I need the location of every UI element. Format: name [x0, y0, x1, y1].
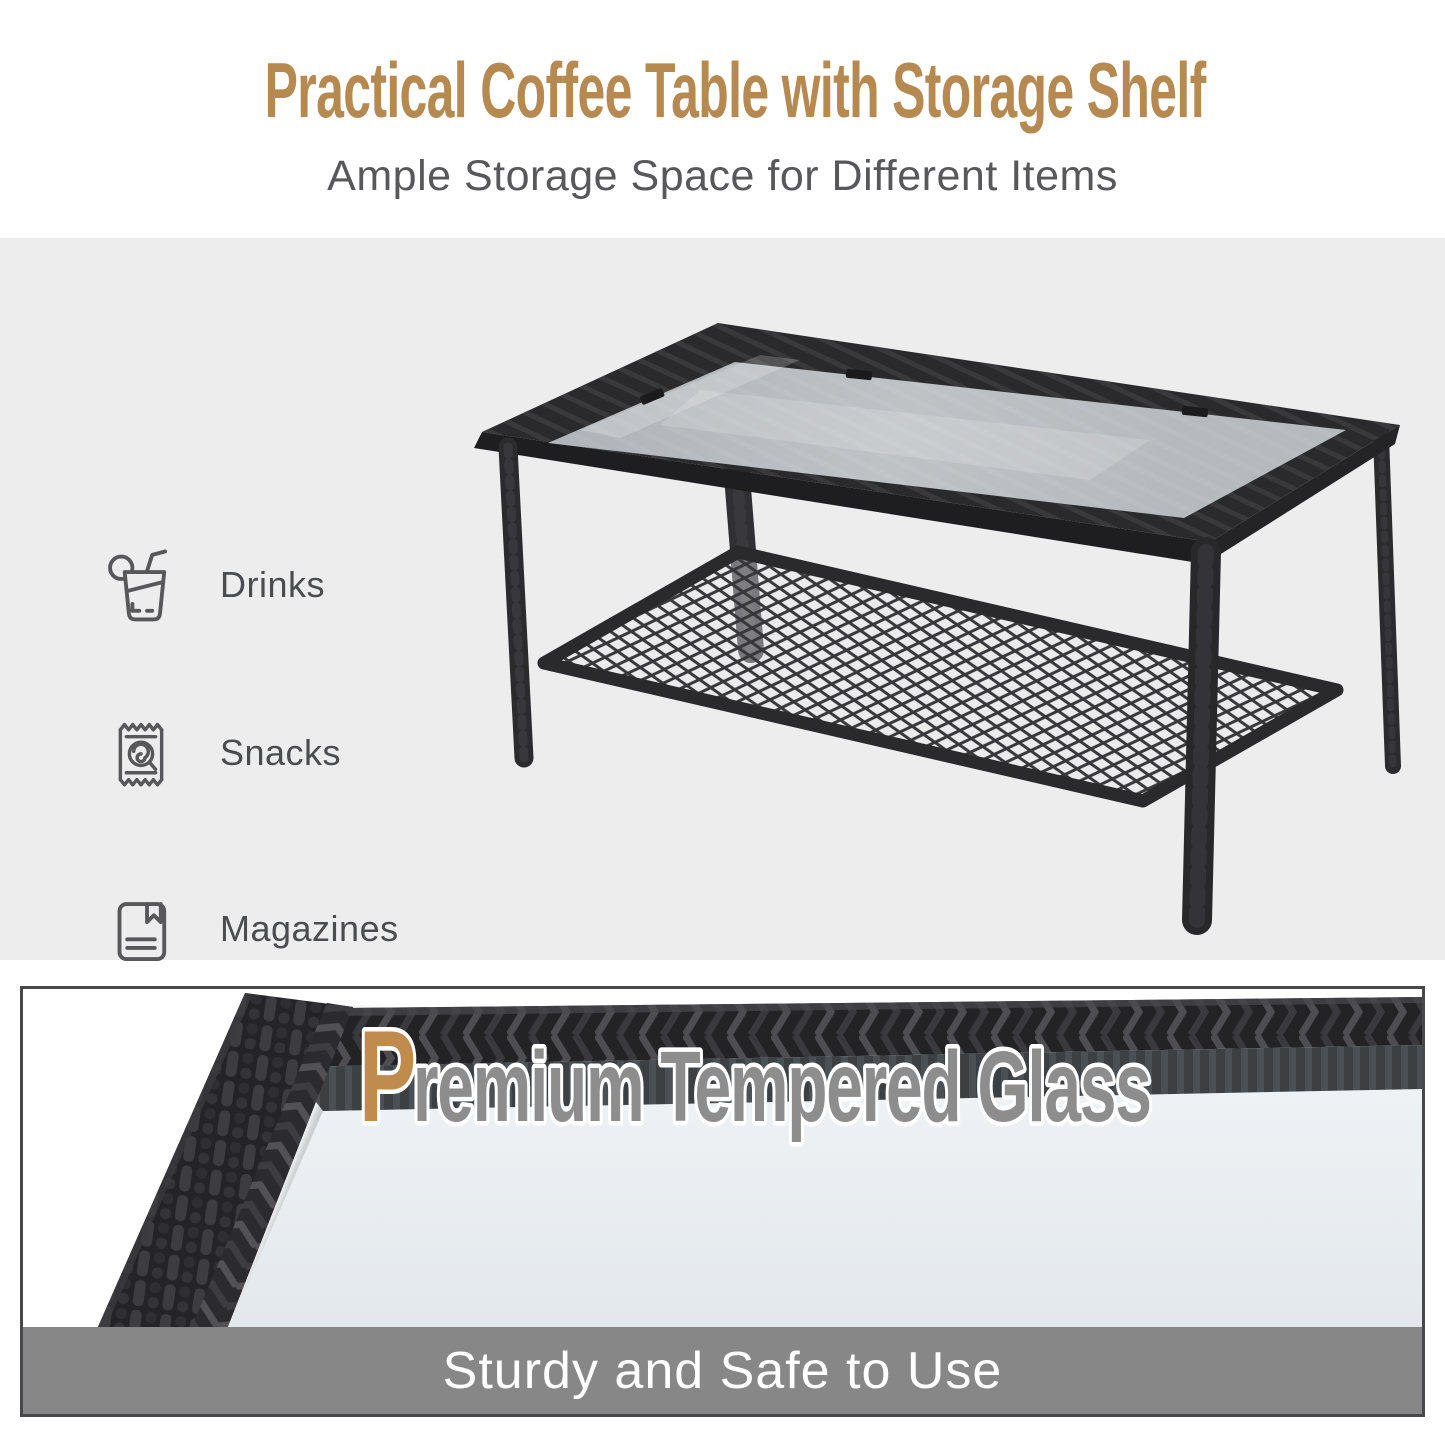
page-title-text: Practical Coffee Table with Storage Shelf — [264, 46, 1206, 134]
drink-glass-icon — [98, 537, 184, 633]
page-subtitle: Ample Storage Space for Different Items — [327, 152, 1118, 200]
magazine-icon — [98, 881, 184, 977]
bottom-banner — [23, 1327, 1422, 1414]
storage-showcase — [0, 238, 1445, 960]
feature-item-magazines — [98, 881, 399, 977]
feature-item-drinks — [98, 537, 325, 633]
feature-label: Magazines — [220, 908, 399, 949]
feature-label: Drinks — [220, 564, 326, 605]
snack-bag-icon — [98, 705, 184, 801]
tabletop — [474, 323, 1400, 564]
feature-label: Snacks — [220, 732, 342, 773]
glass-closeup-panel — [20, 986, 1425, 1417]
page-title — [0, 46, 1445, 146]
bottom-banner-label: Sturdy and Safe to Use — [442, 1341, 1003, 1400]
header — [0, 0, 1445, 238]
headline-rest: remium Tempered Glass — [412, 1030, 1151, 1143]
feature-item-snacks — [98, 705, 341, 801]
headline-drop-cap: P — [359, 1004, 415, 1150]
